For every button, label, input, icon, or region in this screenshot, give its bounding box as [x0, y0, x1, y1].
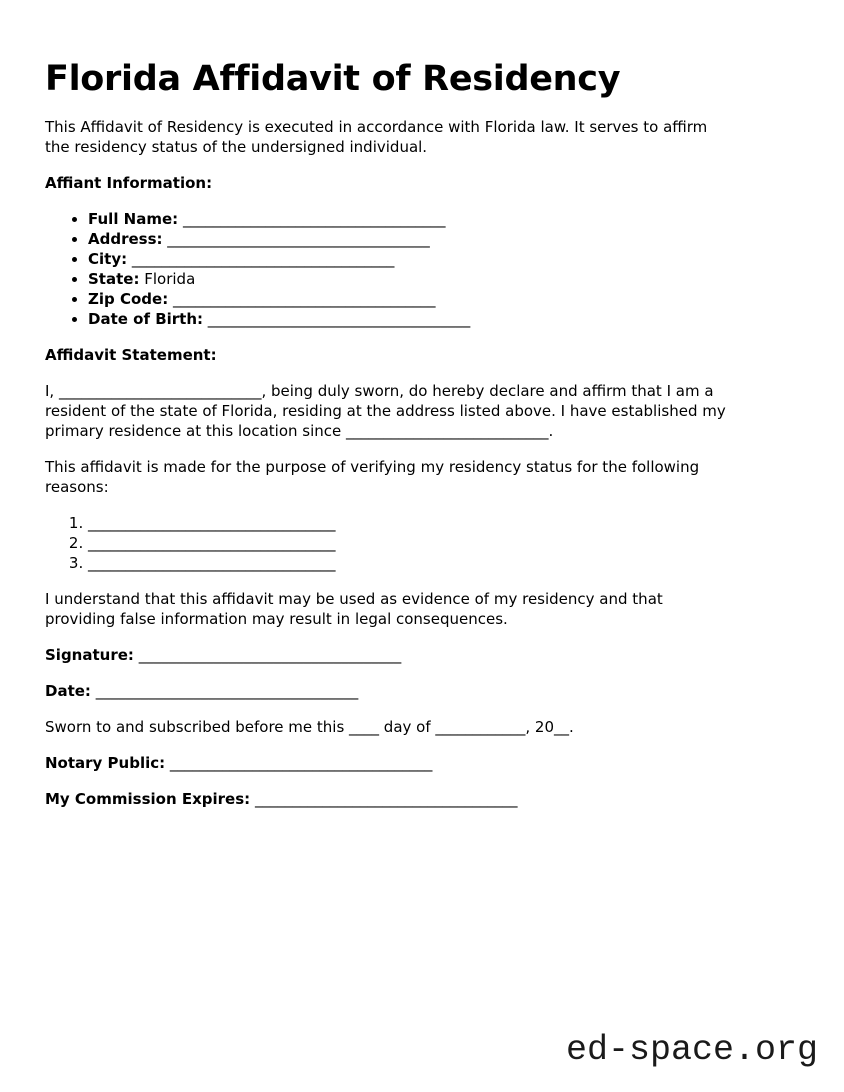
field-address [88, 229, 796, 249]
statement-line-3: primary residence at this location since ___________________________. [45, 422, 554, 440]
field-zip-code [88, 289, 796, 309]
purpose-line-2: reasons: [45, 478, 109, 496]
field-full-name [88, 209, 796, 229]
notary-public-label: Notary Public: [45, 754, 166, 772]
date-blank-line: ___________________________________ [95, 682, 359, 700]
statement-paragraph [45, 381, 796, 441]
commission-row [45, 789, 796, 809]
field-date-of-birth [88, 309, 796, 329]
address-blank-line: ___________________________________ [167, 230, 430, 248]
zip-code-label: Zip Code: [88, 290, 169, 308]
statement-line-2: resident of the state of Florida, residing at the address listed above. I have established my [45, 402, 726, 420]
intro-line-1: This Affidavit of Residency is executed in accordance with Florida law. It serves to affirm [45, 118, 708, 136]
understanding-line-2: providing false information may result in legal consequences. [45, 610, 508, 628]
city-blank-line: ___________________________________ [131, 250, 395, 268]
signature-row [45, 645, 796, 665]
intro-paragraph [45, 117, 796, 157]
state-value: Florida [144, 270, 196, 288]
sworn-statement-line: Sworn to and subscribed before me this ____ day of ____________, 20__. [45, 718, 574, 736]
field-state [88, 269, 796, 289]
page-title: Florida Affidavit of Residency [45, 59, 621, 99]
reason-blank-1: 1. _________________________________ [88, 513, 796, 533]
understanding-paragraph [45, 589, 796, 629]
reasons-list [45, 513, 796, 573]
notary-blank-line: ___________________________________ [169, 754, 433, 772]
commission-expires-label: My Commission Expires: [45, 790, 251, 808]
date-of-birth-label: Date of Birth: [88, 310, 204, 328]
date-of-birth-blank-line: ___________________________________ [207, 310, 471, 328]
footer-watermark: ed-space.org [565, 1030, 818, 1070]
affiant-info-list [45, 209, 796, 329]
state-label: State: [88, 270, 140, 288]
understanding-line-1: I understand that this affidavit may be used as evidence of my residency and that [45, 590, 663, 608]
address-label: Address: [88, 230, 163, 248]
full-name-label: Full Name: [88, 210, 179, 228]
field-city [88, 249, 796, 269]
affidavit-statement-heading: Affidavit Statement: [45, 346, 217, 364]
city-label: City: [88, 250, 128, 268]
affiant-info-heading: Affiant Information: [45, 174, 213, 192]
date-row [45, 681, 796, 701]
full-name-blank-line: ___________________________________ [182, 210, 446, 228]
signature-blank-line: ___________________________________ [138, 646, 402, 664]
zip-code-blank-line: ___________________________________ [172, 290, 436, 308]
intro-line-2: the residency status of the undersigned individual. [45, 138, 428, 156]
purpose-paragraph [45, 457, 796, 497]
statement-line-1: I, ___________________________, being duly sworn, do hereby declare and affirm that I am a [45, 382, 714, 400]
notary-row [45, 753, 796, 773]
date-label: Date: [45, 682, 91, 700]
reason-blank-2: 2. _________________________________ [88, 533, 796, 553]
signature-label: Signature: [45, 646, 134, 664]
commission-blank-line: ___________________________________ [254, 790, 518, 808]
reason-blank-3: 3. _________________________________ [88, 553, 796, 573]
purpose-line-1: This affidavit is made for the purpose of verifying my residency status for the following [45, 458, 700, 476]
